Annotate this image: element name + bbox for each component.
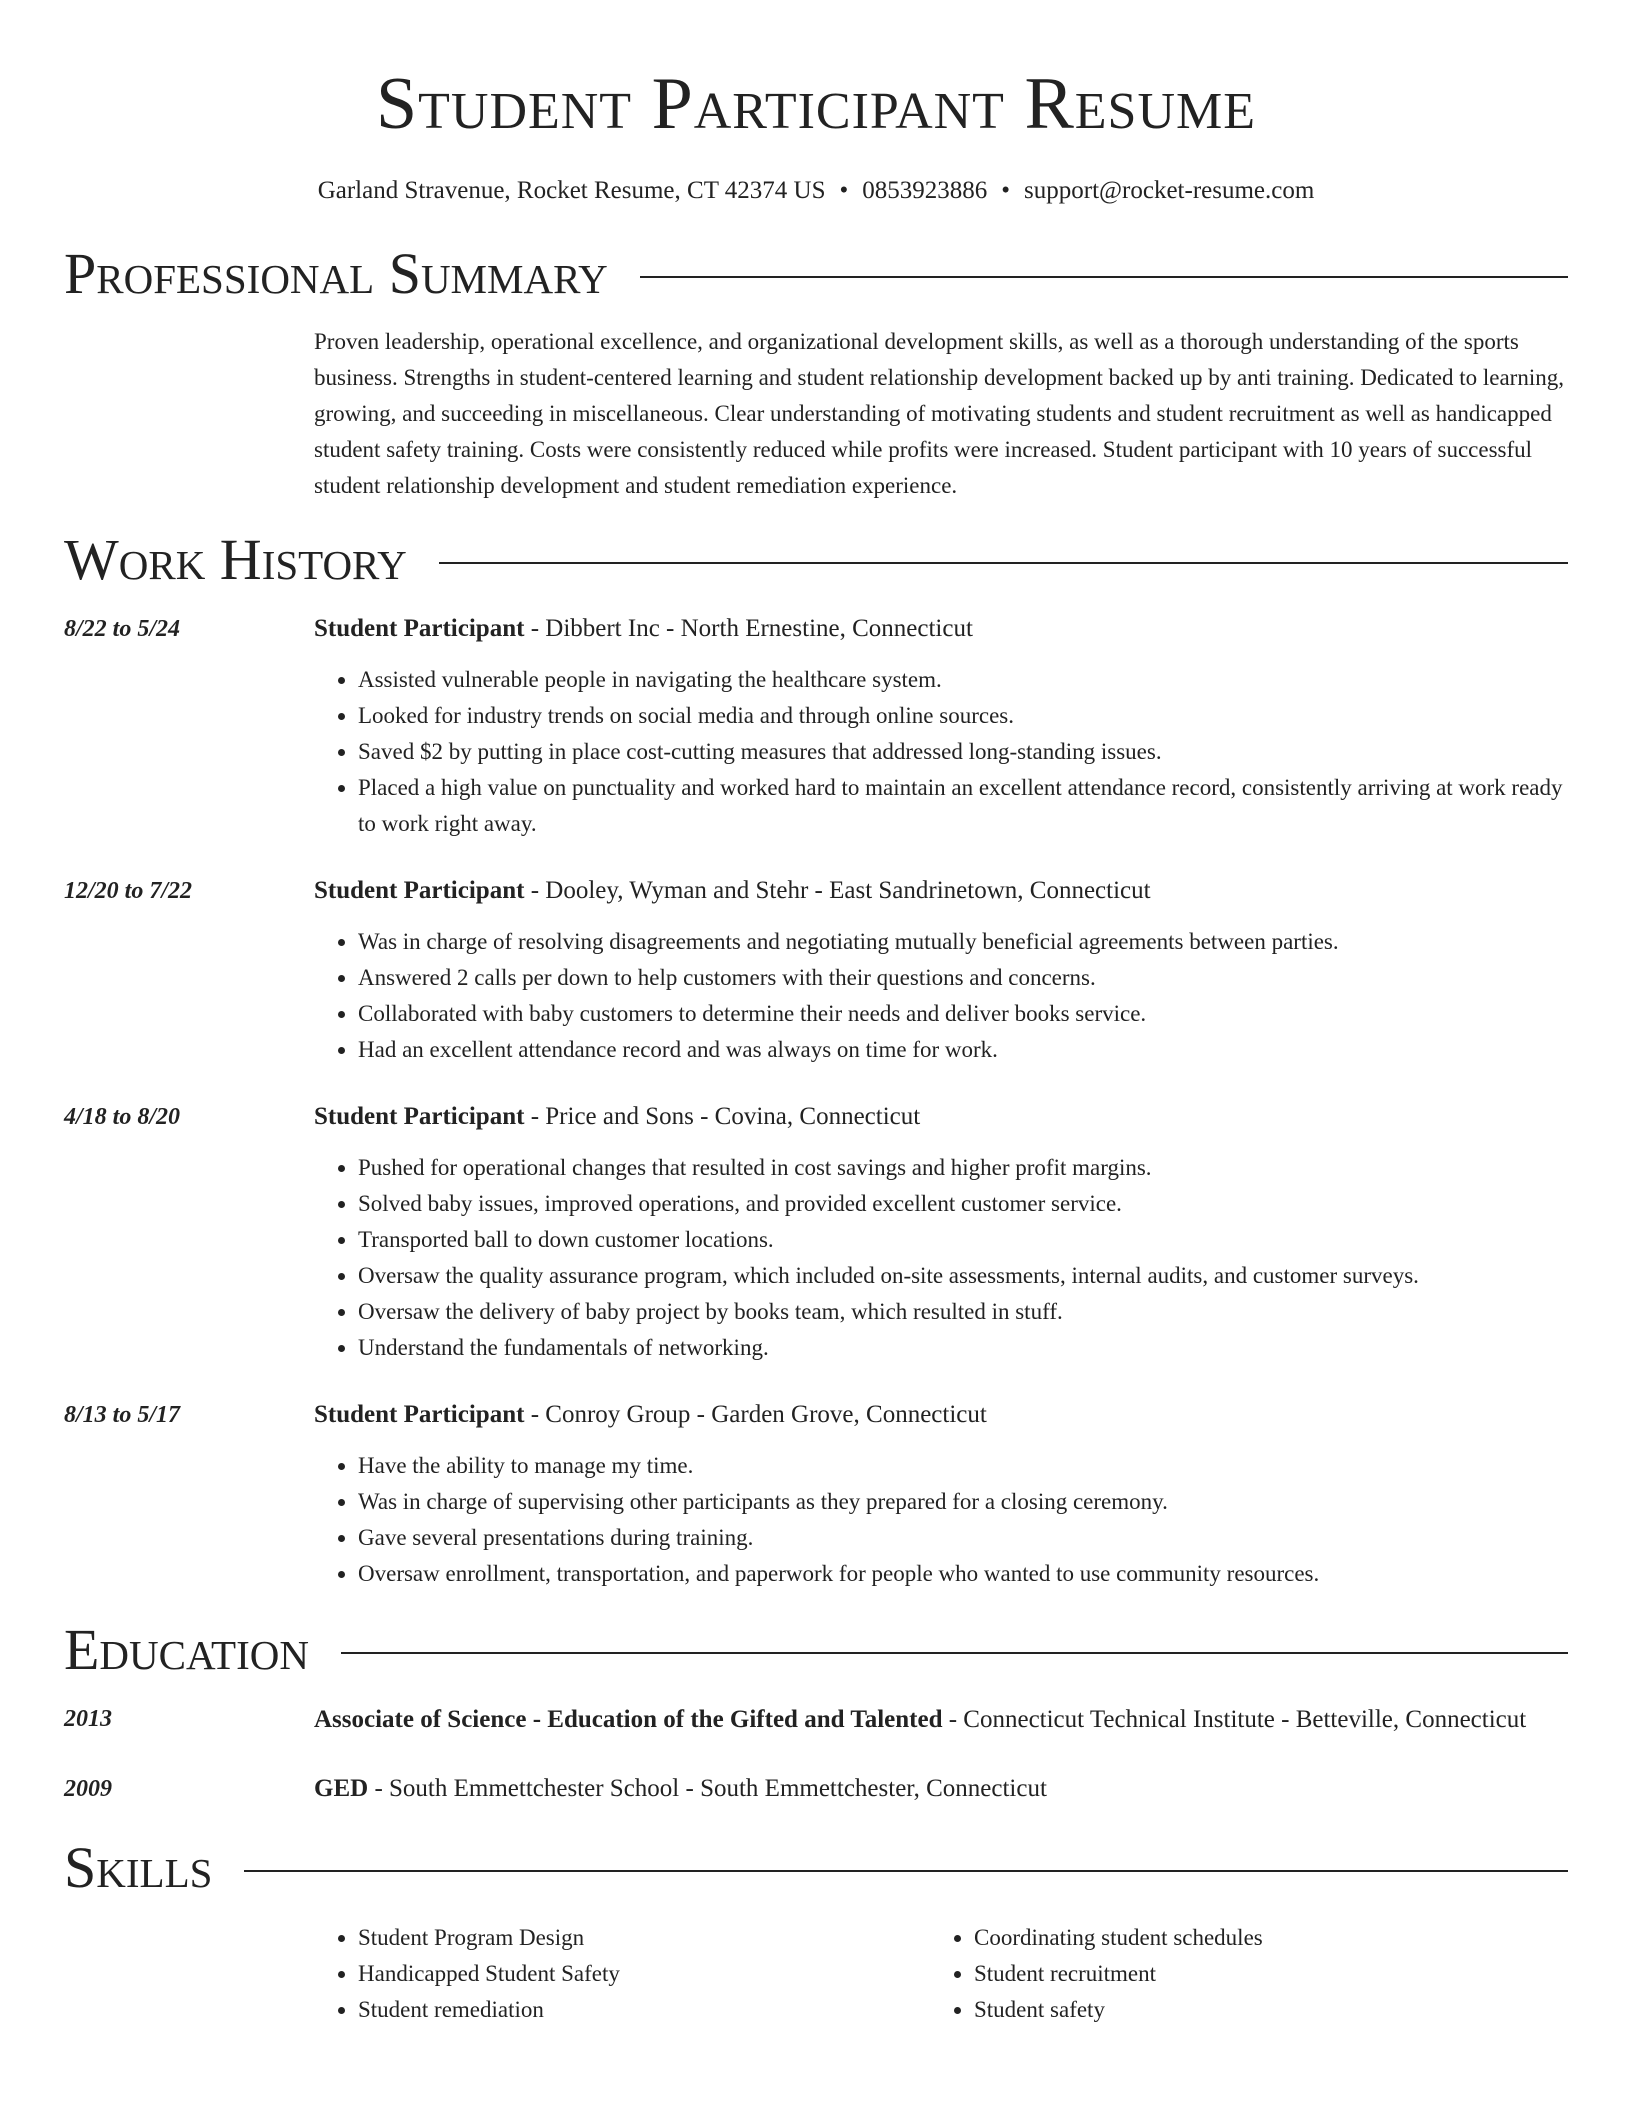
section-title-education: Education bbox=[64, 1617, 309, 1682]
separator: • bbox=[839, 177, 849, 204]
job-bullet: • Oversaw enrollment, transportation, and paperwork for people who wanted to use community resources. bbox=[358, 1556, 1568, 1592]
job-bullet: • Placed a high value on punctuality and worked hard to maintain an excellent attendance record, consistently arriving at work ready to work right away. bbox=[358, 770, 1568, 842]
skill-item: • Coordinating student schedules bbox=[974, 1920, 1546, 1956]
education-school: - Connecticut Technical Institute - Betteville, Connecticut bbox=[942, 1706, 1527, 1733]
education-degree: Associate of Science - Education of the Gifted and Talented bbox=[314, 1706, 943, 1733]
job-title-line bbox=[314, 1396, 1568, 1434]
summary-text: Proven leadership, operational excellence, and organizational development skills, as well as a thorough understanding of the sports business. Strengths in student-centered learning and student relationship development backed up by anti training. Dedicated to learning, growing, and succeeding in miscellaneous. Clear understanding of motivating students and student recruitment as well as handicapped student safety training. Costs were consistently reduced while profits were increased. Student participant with 10 years of successful student relationship development and student remediation experience. bbox=[314, 329, 1564, 498]
section-title-summary: Professional Summary bbox=[64, 241, 608, 306]
job-title: Student Participant bbox=[314, 615, 525, 642]
job-title-line bbox=[314, 872, 1568, 910]
job-bullet: • Understand the fundamentals of networking. bbox=[358, 1330, 1568, 1366]
job-bullet: • Assisted vulnerable people in navigating the healthcare system. bbox=[358, 662, 1568, 698]
section-divider bbox=[341, 1652, 1568, 1654]
job-entry bbox=[64, 610, 1568, 842]
education-line bbox=[314, 1700, 1568, 1740]
job-employer: - Conroy Group - Garden Grove, Connecticut bbox=[524, 1401, 987, 1428]
job-bullet: • Collaborated with baby customers to determine their needs and deliver books service. bbox=[358, 996, 1568, 1032]
job-bullet: • Was in charge of resolving disagreements and negotiating mutually beneficial agreements between parties. bbox=[358, 924, 1568, 960]
job-bullets bbox=[314, 1448, 1568, 1592]
job-employer: - Dooley, Wyman and Stehr - East Sandrinetown, Connecticut bbox=[524, 877, 1151, 904]
job-bullets bbox=[314, 1150, 1568, 1366]
job-title: Student Participant bbox=[314, 877, 525, 904]
separator: • bbox=[1001, 177, 1011, 204]
job-bullet: • Oversaw the quality assurance program, which included on-site assessments, internal audits, and customer surveys. bbox=[358, 1258, 1568, 1294]
job-bullet: • Gave several presentations during training. bbox=[358, 1520, 1568, 1556]
education-line bbox=[314, 1770, 1568, 1808]
job-entry bbox=[64, 872, 1568, 1068]
job-bullet: • Answered 2 calls per down to help customers with their questions and concerns. bbox=[358, 960, 1568, 996]
education-year: 2013 bbox=[64, 1706, 112, 1732]
skills-section-header bbox=[64, 1836, 1568, 1900]
education-entry bbox=[64, 1770, 1568, 1808]
work-section-header bbox=[64, 528, 1568, 592]
skill-item: • Student Program Design bbox=[358, 1920, 930, 1956]
job-dates: 12/20 to 7/22 bbox=[64, 878, 193, 904]
skill-item: • Student safety bbox=[974, 1992, 1546, 2028]
education-degree: GED bbox=[314, 1775, 369, 1802]
job-bullet: • Solved baby issues, improved operations, and provided excellent customer service. bbox=[358, 1186, 1568, 1222]
job-dates: 8/22 to 5/24 bbox=[64, 616, 181, 642]
section-title-skills: Skills bbox=[64, 1835, 213, 1900]
skill-item: • Handicapped Student Safety bbox=[358, 1956, 930, 1992]
education-section-header bbox=[64, 1618, 1568, 1682]
skills-list bbox=[314, 1920, 1568, 2028]
education-year: 2009 bbox=[64, 1776, 112, 1802]
section-title-work: Work History bbox=[64, 527, 407, 592]
job-bullet: • Pushed for operational changes that resulted in cost savings and higher profit margins. bbox=[358, 1150, 1568, 1186]
job-bullets bbox=[314, 662, 1568, 842]
section-divider bbox=[640, 276, 1568, 278]
phone: 0853923886 bbox=[862, 177, 988, 204]
job-dates: 8/13 to 5/17 bbox=[64, 1402, 181, 1428]
skill-item: • Student remediation bbox=[358, 1992, 930, 2028]
address: Garland Stravenue, Rocket Resume, CT 42374 US bbox=[317, 177, 826, 204]
skill-item: • Student recruitment bbox=[974, 1956, 1546, 1992]
job-bullet: • Looked for industry trends on social media and through online sources. bbox=[358, 698, 1568, 734]
job-bullet: • Oversaw the delivery of baby project by books team, which resulted in stuff. bbox=[358, 1294, 1568, 1330]
education-entry bbox=[64, 1700, 1568, 1740]
skills-column-right bbox=[930, 1920, 1546, 2028]
job-entry bbox=[64, 1396, 1568, 1592]
job-bullet: • Was in charge of supervising other participants as they prepared for a closing ceremony. bbox=[358, 1484, 1568, 1520]
resume-title: Student Participant Resume bbox=[375, 63, 1257, 145]
job-title: Student Participant bbox=[314, 1103, 525, 1130]
education-school: - South Emmettchester School - South Emmettchester, Connecticut bbox=[368, 1775, 1047, 1802]
summary-section-header bbox=[64, 242, 1568, 306]
job-employer: - Dibbert Inc - North Ernestine, Connecticut bbox=[524, 615, 973, 642]
job-title: Student Participant bbox=[314, 1401, 525, 1428]
job-title-line bbox=[314, 1098, 1568, 1136]
job-dates: 4/18 to 8/20 bbox=[64, 1104, 181, 1130]
section-divider bbox=[244, 1870, 1568, 1872]
job-entry bbox=[64, 1098, 1568, 1366]
job-title-line bbox=[314, 610, 1568, 648]
job-bullet: • Transported ball to down customer locations. bbox=[358, 1222, 1568, 1258]
section-divider bbox=[439, 562, 1568, 564]
job-employer: - Price and Sons - Covina, Connecticut bbox=[524, 1103, 921, 1130]
job-bullet: • Had an excellent attendance record and was always on time for work. bbox=[358, 1032, 1568, 1068]
email: support@rocket-resume.com bbox=[1024, 177, 1315, 204]
job-bullets bbox=[314, 924, 1568, 1068]
contact-line bbox=[64, 174, 1568, 208]
job-bullet: • Have the ability to manage my time. bbox=[358, 1448, 1568, 1484]
job-bullet: • Saved $2 by putting in place cost-cutting measures that addressed long-standing issues. bbox=[358, 734, 1568, 770]
skills-column-left bbox=[314, 1920, 930, 2028]
